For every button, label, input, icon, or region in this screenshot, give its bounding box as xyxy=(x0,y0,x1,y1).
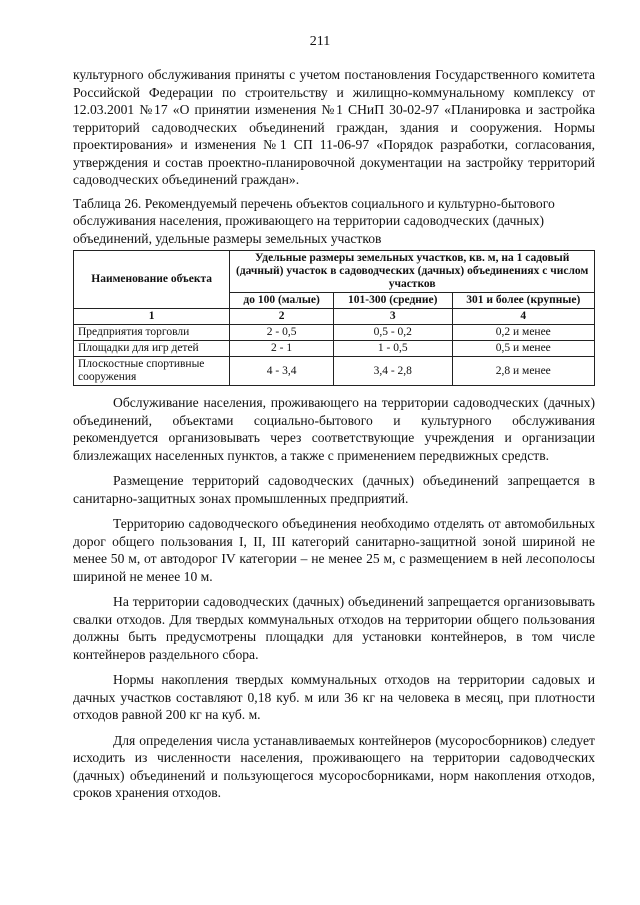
row-name: Предприятия торговли xyxy=(74,325,230,341)
cell-medium: 3,4 - 2,8 xyxy=(333,357,452,386)
index-cell: 2 xyxy=(230,309,334,325)
paragraph-waste-norms: Нормы накопления твердых коммунальных отходов на территории садовых и дачных участков составляют 0,18 куб. м или 36 кг на человека в месяц, при плотности отходов равной 200 кг на куб. м. xyxy=(73,672,595,722)
row-name: Площадки для игр детей xyxy=(74,341,230,357)
cell-small: 4 - 3,4 xyxy=(230,357,334,386)
table-row xyxy=(74,341,595,357)
cell-large: 0,2 и менее xyxy=(452,325,594,341)
cell-small: 2 - 0,5 xyxy=(230,325,334,341)
paragraph-service: Обслуживание населения, проживающего на территории садоводческих (дачных) объединений, объектами социально-бытового и культурного обслуживания рекомендуется организовывать через соответствующие учреждения и организации близлежащих населенных пунктов, а также с применением передвижных средств. xyxy=(73,395,595,463)
cell-small: 2 - 1 xyxy=(230,341,334,357)
index-row xyxy=(74,309,595,325)
sub-header-small: до 100 (малые) xyxy=(230,293,334,309)
col-name-header: Наименование объекта xyxy=(74,251,230,309)
page-number: 211 xyxy=(309,34,331,49)
cell-medium: 0,5 - 0,2 xyxy=(333,325,452,341)
paragraph-containers: Для определения числа устанавливаемых контейнеров (мусоросборников) следует исходить из численности населения, проживающего на территории садоводческих (дачных) объединений и пользующегося мусоросборниками, норм накопления отходов, сроков хранения отходов. xyxy=(73,732,595,800)
cell-medium: 1 - 0,5 xyxy=(333,341,452,357)
index-cell: 1 xyxy=(74,309,230,325)
group-header: Удельные размеры земельных участков, кв. м, на 1 садовый (дачный) участок в садоводческих (дачных) объединениях с числом участков xyxy=(230,251,595,293)
table-row xyxy=(74,357,595,386)
table-caption: Таблица 26. Рекомендуемый перечень объектов социального и культурно-бытового обслуживания населения, проживающего на территории садоводческих (дачных) объединений, удельные размеры земельных участков xyxy=(73,195,555,246)
paragraph-placement: Размещение территорий садоводческих (дачных) объединений запрещается в санитарно-защитных зонах промышленных предприятий. xyxy=(73,473,595,506)
table-row xyxy=(74,325,595,341)
intro-paragraph: культурного обслуживания приняты с учетом постановления Государственного комитета Российской Федерации по строительству и жилищно-коммунальному комплексу от 12.03.2001 №17 «О принятии изменения №1 СНиП 30-02-97 «Планировка и застройка территорий садоводческих объединений граждан, здания и сооружения. Нормы проектирования» и изменения №1 СП 11-06-97 «Порядок разработки, согласования, утверждения и состав проектно-планировочной документации на застройку территорий садоводческих объединений граждан». xyxy=(73,67,595,187)
sub-header-large: 301 и более (крупные) xyxy=(452,293,594,309)
index-cell: 4 xyxy=(452,309,594,325)
index-cell: 3 xyxy=(333,309,452,325)
cell-large: 0,5 и менее xyxy=(452,341,594,357)
paragraph-roads: Территорию садоводческого объединения необходимо отделять от автомобильных дорог общего пользования I, II, III категорий санитарно-защитной зоной шириной не менее 50 м, от автодорог IV категории – не менее 25 м, с размещением в ней лесополосы шириной не менее 10 м. xyxy=(73,516,595,584)
document-body xyxy=(73,66,595,802)
sub-header-medium: 101-300 (средние) xyxy=(333,293,452,309)
cell-large: 2,8 и менее xyxy=(452,357,594,386)
paragraph-waste-sites: На территории садоводческих (дачных) объединений запрещается организовывать свалки отходов. Для твердых коммунальных отходов на территории общего пользования должны быть предусмотрены площадки для установки контейнеров, в том числе контейнеров раздельного сбора. xyxy=(73,594,595,662)
row-name: Плоскостные спортивные сооружения xyxy=(74,357,230,386)
land-size-table xyxy=(73,250,595,386)
